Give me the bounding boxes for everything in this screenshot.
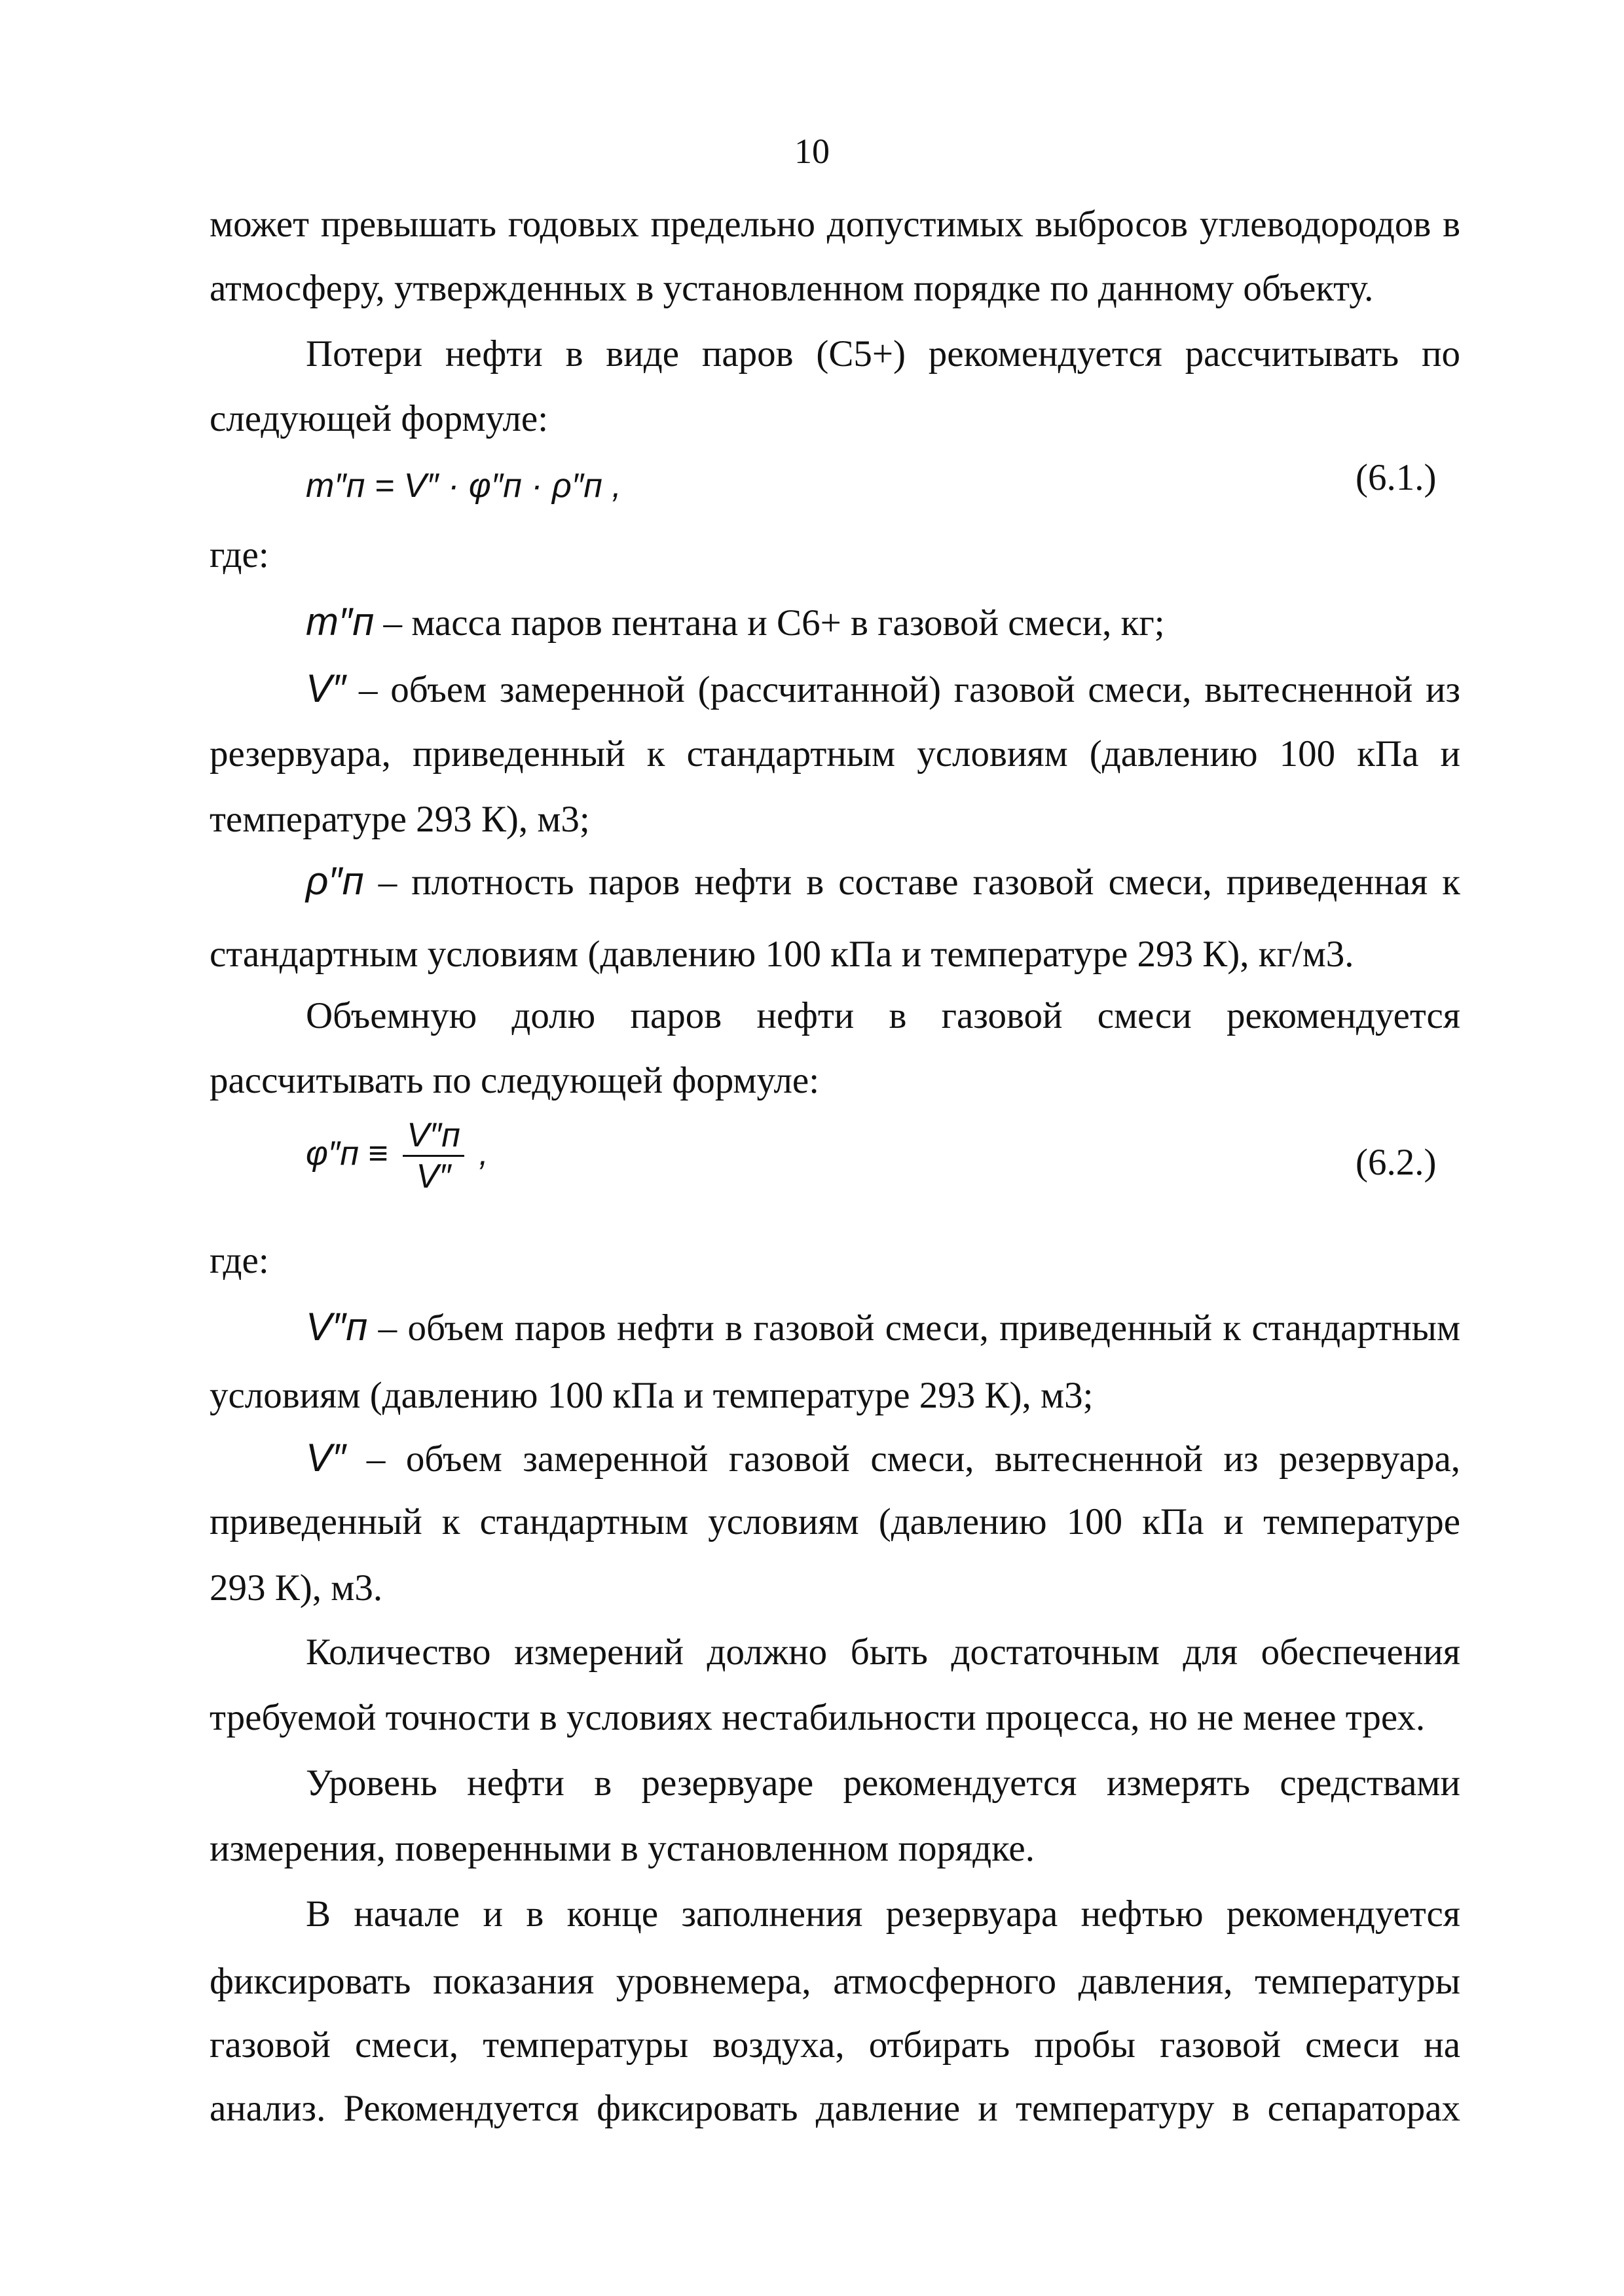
paragraph-line: атмосферу, утвержденных в установленном порядке по данному объекту. xyxy=(210,268,1374,309)
paragraph-line: В начале и в конце заполнения резервуара нефтью рекомендуется xyxy=(306,1893,1460,1935)
paragraph-line: температуре 293 К), м3; xyxy=(210,799,590,840)
symbol-v: V″ xyxy=(306,1436,346,1480)
where-label: где: xyxy=(210,534,269,575)
paragraph-line: стандартным условиям (давлению 100 кПа и температуре 293 К), кг/м3. xyxy=(210,934,1354,975)
definition-line xyxy=(306,1295,1460,1360)
definition-text: – объем замеренной (рассчитанной) газовой смеси, вытесненной из xyxy=(359,669,1460,710)
paragraph-line: газовой смеси, температуры воздуха, отбирать пробы газовой смеси на xyxy=(210,2024,1460,2066)
paragraph-line: фиксировать показания уровнемера, атмосферного давления, температуры xyxy=(210,1961,1460,2002)
paragraph-line: Потери нефти в виде паров (С5+) рекомендуется рассчитывать по xyxy=(306,333,1460,374)
paragraph-line: Уровень нефти в резервуаре рекомендуется измерять средствами xyxy=(306,1762,1460,1804)
paragraph-line: условиям (давлению 100 кПа и температуре 293 К), м3; xyxy=(210,1375,1094,1416)
fraction-denominator: V″ xyxy=(416,1157,451,1195)
formula-tail: , xyxy=(479,1135,489,1173)
definition-line xyxy=(306,1426,1460,1491)
paragraph-line: анализ. Рекомендуется фиксировать давление и температуру в сепараторах xyxy=(210,2088,1460,2129)
formula-6-1: m″п = V″ · φ″п · ρ″п , xyxy=(306,467,621,505)
formula-lhs: φ″п ≡ xyxy=(306,1135,388,1173)
definition-text: – масса паров пентана и С6+ в газовой смеси, кг; xyxy=(383,602,1165,644)
paragraph-line: следующей формуле: xyxy=(210,398,549,439)
equation-number-6-1: (6.1.) xyxy=(1356,457,1437,498)
where-label: где: xyxy=(210,1240,269,1281)
definition-text: – объем замеренной газовой смеси, вытесненной из резервуара, xyxy=(366,1438,1460,1480)
paragraph-line: рассчитывать по следующей формуле: xyxy=(210,1060,820,1101)
definition-line xyxy=(306,849,1460,915)
paragraph-line: Объемную долю паров нефти в газовой смеси рекомендуется xyxy=(306,995,1460,1036)
equation-number-6-2: (6.2.) xyxy=(1356,1142,1437,1183)
definition-text: – плотность паров нефти в составе газовой смеси, приведенная к xyxy=(378,862,1461,903)
paragraph-line: приведенный к стандартным условиям (давлению 100 кПа и температуре xyxy=(210,1501,1460,1542)
fraction-numerator: V″п xyxy=(403,1117,464,1157)
symbol-v-p: V″п xyxy=(306,1305,368,1349)
symbol-v: V″ xyxy=(306,666,346,710)
definition-line xyxy=(306,657,1460,722)
paragraph-line: Количество измерений должно быть достаточным для обеспечения xyxy=(306,1631,1460,1673)
paragraph-line: требуемой точности в условиях нестабильности процесса, но не менее трех. xyxy=(210,1697,1426,1738)
definition-line xyxy=(306,590,1460,655)
symbol-rho: ρ″п xyxy=(306,859,364,903)
paragraph-line: измерения, поверенными в установленном порядке. xyxy=(210,1828,1035,1869)
paragraph-line: резервуара, приведенный к стандартным условиям (давлению 100 кПа и xyxy=(210,733,1460,774)
symbol-m-p: m″п xyxy=(306,600,375,644)
formula-6-2 xyxy=(306,1117,489,1195)
paragraph-line: может превышать годовых предельно допустимых выбросов углеводородов в xyxy=(210,204,1460,245)
fraction xyxy=(403,1117,464,1195)
definition-text: – объем паров нефти в газовой смеси, приведенный к стандартным xyxy=(378,1307,1461,1349)
paragraph-line: 293 К), м3. xyxy=(210,1567,383,1609)
page-number: 10 xyxy=(794,132,830,171)
